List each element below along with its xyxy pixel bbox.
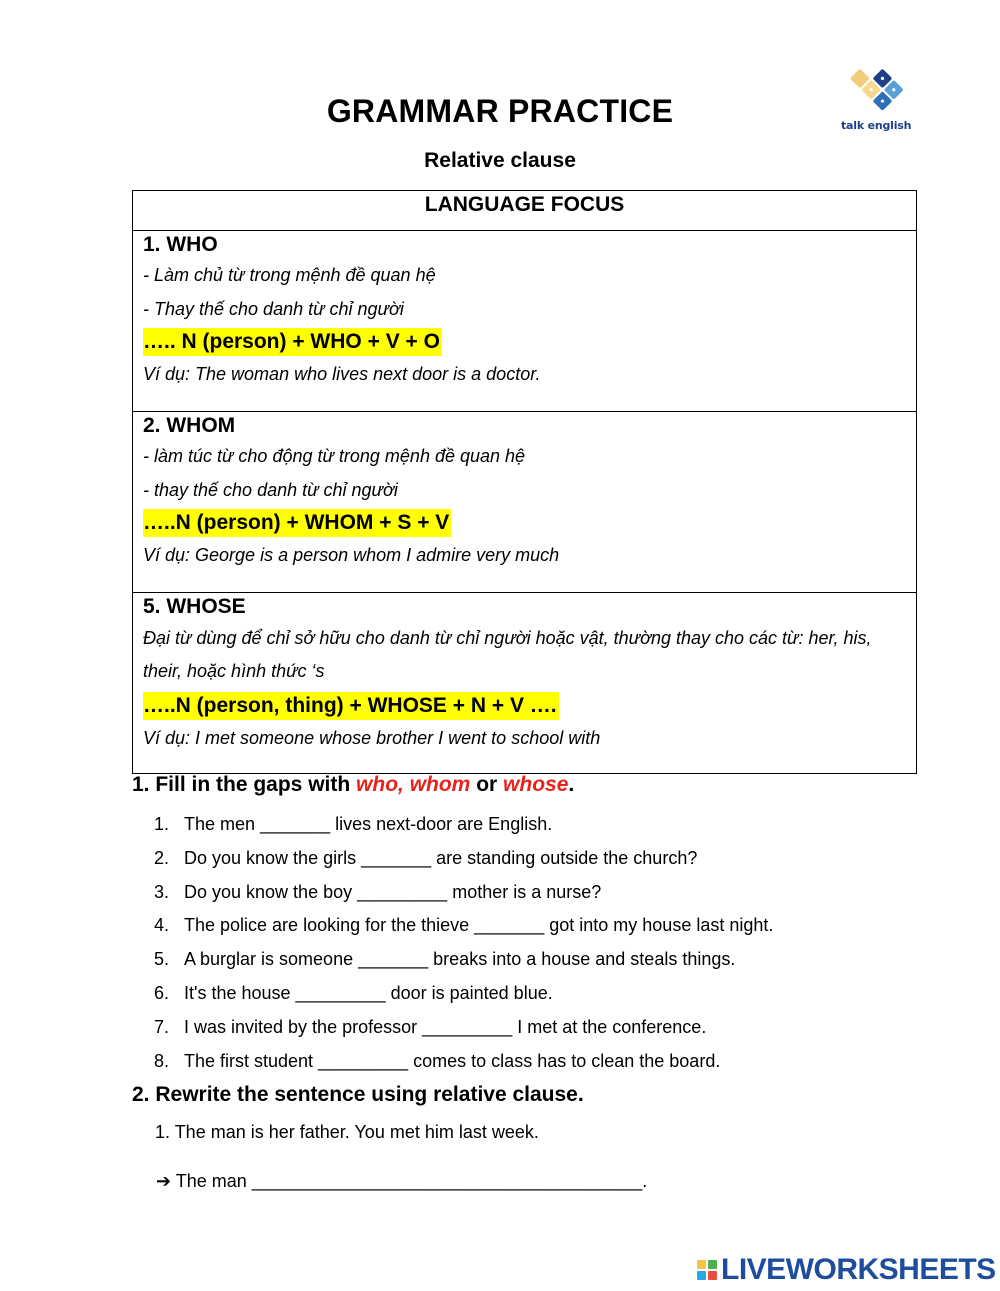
item-text: The police are looking for the thieve _______ got into my house last night.	[184, 915, 774, 936]
item-number: 1.	[154, 814, 170, 834]
item-text: The men _______ lives next-door are English.	[184, 814, 553, 834]
exercise1-title-words: who, whom	[356, 773, 471, 796]
list-item	[154, 842, 773, 876]
list-item	[154, 1045, 773, 1079]
logo-caption: talk english	[841, 119, 912, 132]
section-line: - thay thế cho danh từ chỉ người	[143, 480, 398, 500]
item-text: Do you know the girls _______ are standing outside the church?	[184, 847, 698, 868]
section-line: - Thay thế cho danh từ chỉ người	[143, 299, 404, 319]
item-number: 4.	[154, 915, 170, 936]
example-sentence: Ví dụ: George is a person whom I admire very much	[143, 545, 560, 565]
item-text: The first student _________ comes to class has to clean the board.	[184, 1050, 721, 1071]
exercise1-title-end: .	[568, 773, 575, 796]
section-description: Đại từ dùng để chỉ sở hữu cho danh từ chỉ người hoặc vật, thường thay cho các từ: her, his, their, hoặc hình thức ‘s	[143, 628, 872, 681]
exercise1-title-or: or	[470, 773, 504, 796]
page-subtitle: Relative clause	[424, 149, 576, 172]
language-focus-table	[132, 190, 917, 774]
item-number: 5.	[154, 949, 170, 970]
liveworksheets-brand	[697, 1254, 996, 1286]
section-line: - làm túc từ cho động từ trong mệnh đề quan hệ	[143, 446, 526, 466]
list-item	[154, 909, 773, 943]
page-title: GRAMMAR PRACTICE	[326, 93, 674, 129]
item-text: Do you know the boy _________ mother is a nurse?	[184, 881, 602, 902]
item-number: 2.	[154, 847, 170, 868]
example-sentence: Ví dụ: The woman who lives next door is a doctor.	[143, 364, 541, 384]
item-text: It's the house _________ door is painted blue.	[184, 982, 553, 1003]
item-number: 6.	[154, 982, 170, 1003]
who-section	[133, 231, 916, 412]
item-number: 3.	[154, 881, 170, 902]
item-number: 7.	[154, 1016, 170, 1037]
exercise1-title	[132, 773, 574, 797]
formula-highlight: ….. N (person) + WHO + V + O	[143, 328, 442, 356]
exercise1-title-prefix: 1. Fill in the gaps with	[132, 773, 357, 796]
language-focus-heading: LANGUAGE FOCUS	[133, 191, 916, 231]
whom-section	[133, 412, 916, 593]
list-item	[154, 876, 773, 910]
exercise2-answer-line[interactable]: ➔ The man _______________________________________.	[156, 1171, 648, 1191]
item-text: I was invited by the professor _________ I met at the conference.	[184, 1016, 707, 1037]
exercise1-list	[154, 808, 773, 1078]
formula-highlight: …..N (person) + WHOM + S + V	[143, 509, 451, 537]
list-item	[154, 943, 773, 977]
formula-highlight: …..N (person, thing) + WHOSE + N + V ….	[143, 692, 559, 720]
exercise2-question: 1. The man is her father. You met him last week.	[155, 1122, 539, 1142]
list-item	[154, 1011, 773, 1045]
item-number: 8.	[154, 1050, 170, 1071]
section-line: - Làm chủ từ trong mệnh đề quan hệ	[143, 265, 436, 285]
list-item	[154, 977, 773, 1011]
section-title: 1. WHO	[143, 233, 218, 256]
item-text: A burglar is someone _______ breaks into a house and steals things.	[184, 949, 736, 970]
exercise1-title-word3: whose	[503, 773, 569, 796]
liveworksheets-text: LIVEWORKSHEETS	[721, 1253, 996, 1286]
section-title: 5. WHOSE	[143, 595, 246, 618]
whose-section	[133, 593, 916, 773]
liveworksheets-logo-icon	[697, 1260, 717, 1280]
exercise2-title: 2. Rewrite the sentence using relative clause.	[132, 1083, 584, 1106]
section-title: 2. WHOM	[143, 414, 236, 437]
list-item	[154, 808, 773, 842]
example-sentence: Ví dụ: I met someone whose brother I went to school with	[143, 728, 601, 748]
